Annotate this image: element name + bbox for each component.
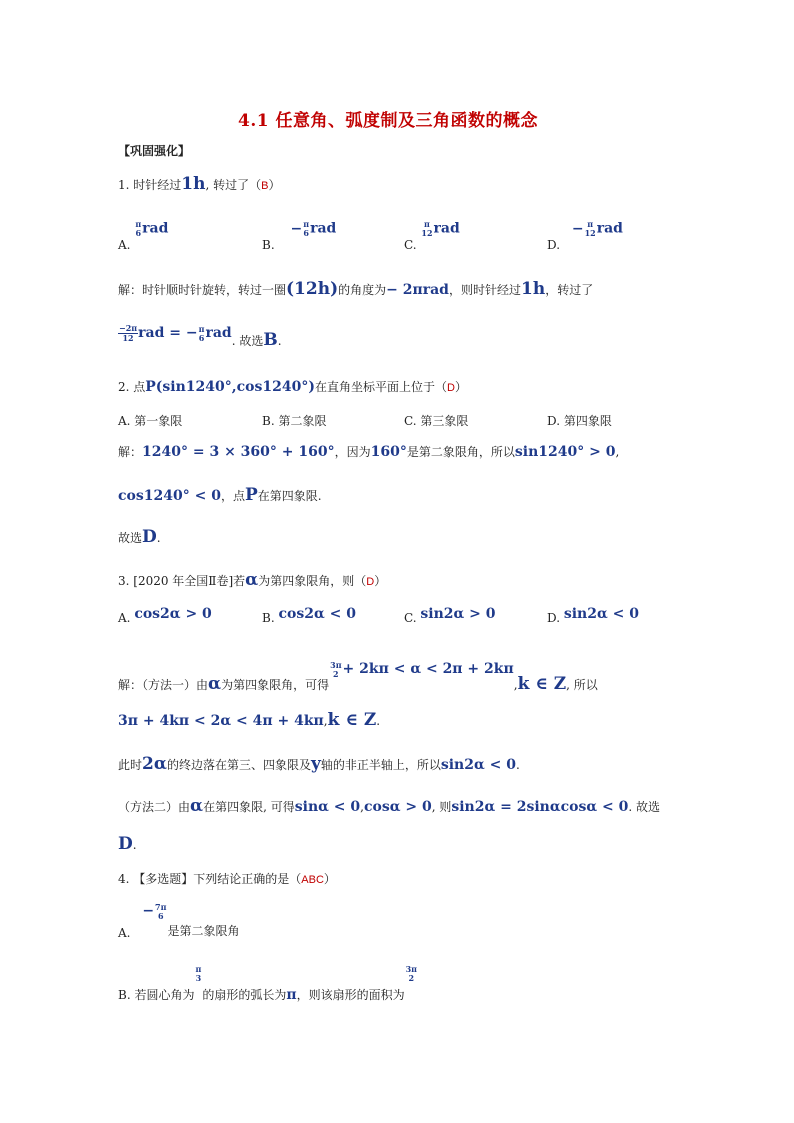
q4-option-a — [118, 901, 240, 940]
q2-sol3-period: . — [156, 531, 161, 545]
q2-stem-text-2: 在直角坐标平面上位于（ — [314, 380, 447, 394]
q4-option-b-text: B. 若圆心角为 — [118, 988, 195, 1002]
q3-sol4-text: （方法二）由 — [118, 800, 191, 814]
q2-solution-line-2 — [118, 485, 322, 505]
q2-sol2-text: ，点 — [220, 489, 245, 503]
q3-solution-line-3 — [118, 754, 520, 774]
q1-option-d-sign: − — [571, 220, 584, 237]
q3-sol3-text: 此时 — [118, 758, 143, 772]
q3-sol3-text-2: 的终边落在第三、四象限及 — [166, 758, 311, 772]
q4-option-b-text-2: 的扇形的弧长为 — [202, 988, 287, 1002]
q1-option-d — [547, 219, 623, 252]
q3-sol-math-1: α — [208, 674, 222, 694]
q3-sol4-math-1: α — [190, 796, 204, 816]
q4-option-a-label: A. — [118, 926, 131, 940]
q1-option-b-unit: rad — [310, 220, 337, 237]
q3-answer: D — [366, 576, 375, 588]
q2-sol3-answer: D — [142, 527, 157, 547]
q1-sol-choose-text: . 故选 — [231, 334, 264, 348]
q2-solution-line-3 — [118, 527, 161, 547]
q1-option-a-unit: rad — [142, 220, 169, 237]
q1-option-c-fraction: π 12 — [421, 219, 433, 238]
q3-sol4-math-4: sin2α = 2sinαcosα < 0 — [451, 799, 629, 815]
q1-sol-unit: rad — [205, 325, 232, 341]
q1-sol-math-3: 1h — [521, 279, 546, 299]
q3-solution-line-5 — [118, 834, 137, 854]
q1-sol-text: 解：时针顺时针旋转，转过一圈 — [118, 283, 287, 297]
q1-option-b-sign: − — [290, 220, 303, 237]
section-heading: 【巩固强化】 — [118, 144, 191, 158]
q1-sol-text-3: ，则时针经过 — [448, 283, 521, 297]
q2-sol2-math-2: P — [244, 485, 258, 505]
q4-option-b-text-3: ，则该扇形的面积为 — [296, 988, 405, 1002]
page-title: 4.1 任意角、弧度制及三角函数的概念 — [238, 111, 538, 131]
q1-sol-math-2: − 2πrad — [386, 282, 449, 298]
q3-solution-line-4 — [118, 796, 660, 816]
q3-option-b-math: cos2α < 0 — [278, 606, 356, 622]
q1-option-c-unit: rad — [433, 220, 460, 237]
q4-option-a-sign: − — [142, 903, 155, 919]
q3-sol-math-3: k ∈ Z — [517, 674, 567, 694]
q3-sol2-comma: , — [323, 714, 328, 728]
q3-option-a-math: cos2α > 0 — [134, 606, 212, 622]
q4-option-b-math: π — [286, 987, 297, 1003]
q1-option-b-label: B. — [262, 237, 275, 252]
q1-stem-close: ） — [268, 178, 281, 192]
q1-sol-text-2: 的角度为 — [338, 283, 387, 297]
q4-option-b — [118, 963, 418, 1003]
q3-sol2-math-1: 3π + 4kπ < 2α < 4π + 4kπ — [118, 713, 324, 729]
q3-option-c-math: sin2α > 0 — [420, 606, 496, 622]
q1-option-c — [404, 219, 460, 252]
q3-sol2-period: . — [376, 714, 381, 728]
q1-stem-math: 1h — [181, 174, 206, 194]
q2-sol2-text-2: 在第四象限. — [257, 489, 322, 503]
q3-option-d-math: sin2α < 0 — [563, 606, 639, 622]
q3-sol3-period: . — [515, 758, 520, 772]
q3-sol3-math-1: 2α — [142, 754, 167, 774]
q2-option-b: B. 第二象限 — [262, 414, 327, 428]
q2-answer: D — [446, 382, 455, 394]
q1-option-d-unit: rad — [596, 220, 623, 237]
q1-option-a-fraction: π 6 — [135, 219, 142, 238]
q1-sol-math-mid: rad = − — [138, 325, 198, 341]
question-3-stem — [118, 570, 386, 590]
q2-option-d: D. 第四象限 — [547, 414, 612, 428]
q3-sol-text: 解：（方法一）由 — [118, 678, 209, 692]
q3-sol4-math-3: cosα > 0 — [363, 799, 432, 815]
q2-sol-text-2: ，因为 — [334, 445, 371, 459]
q1-option-b — [262, 219, 337, 252]
q3-option-b-label: B. — [262, 611, 275, 625]
q1-option-d-label: D. — [547, 237, 561, 252]
q3-option-a — [118, 606, 212, 625]
q1-answer: B — [261, 180, 269, 192]
q1-option-a — [118, 219, 169, 252]
q1-sol-answer: B — [263, 330, 278, 350]
q1-stem-text-2: , 转过了（ — [205, 178, 262, 192]
q3-option-d — [547, 606, 639, 625]
q2-sol-math-2: 160° — [370, 444, 407, 460]
q3-stem-math: α — [245, 570, 259, 590]
q3-sol-text-3: , 所以 — [566, 678, 598, 692]
q1-sol-period: . — [277, 334, 282, 348]
question-2-stem — [118, 378, 467, 395]
q3-sol4-comma: , — [360, 800, 364, 814]
q4-stem-text: 4. 【多选题】下列结论正确的是（ — [118, 872, 302, 886]
q1-option-c-label: C. — [404, 237, 417, 252]
q3-sol4-math-2: sinα < 0 — [294, 799, 361, 815]
q3-sol3-text-3: 轴的非正半轴上，所以 — [320, 758, 441, 772]
q2-option-c: C. 第三象限 — [404, 414, 469, 428]
q1-option-d-fraction: π 12 — [584, 219, 596, 238]
q3-solution-line-1 — [118, 658, 598, 694]
q3-sol2-math-2: k ∈ Z — [327, 710, 377, 730]
q4-answer: ABC — [301, 874, 324, 886]
q3-stem-text: 3. [2020 年全国Ⅱ卷]若 — [118, 574, 246, 588]
q2-sol3-text: 故选 — [118, 531, 143, 545]
q2-solution-line-1 — [118, 443, 619, 460]
q3-stem-close: ） — [374, 574, 387, 588]
q3-solution-line-2 — [118, 710, 380, 730]
q3-sol5-answer: D — [118, 834, 133, 854]
q2-stem-close: ） — [454, 380, 467, 394]
q1-sol-fraction-1: $\frac{-2\pi}{12}$ — [119, 323, 138, 343]
q1-solution-line-1 — [118, 279, 593, 299]
q2-sol-text: 解： — [118, 445, 143, 459]
question-4-stem — [118, 870, 336, 887]
q2-sol-math-1: 1240° = 3 × 360° + 160° — [142, 444, 335, 460]
q2-sol2-math-1: cos1240° < 0 — [118, 488, 221, 504]
q2-stem-text: 2. 点 — [118, 380, 146, 394]
q3-option-b — [262, 606, 356, 625]
q4-option-b-fraction-2: 3π 2 — [405, 963, 418, 983]
q3-sol4-text-2: 在第四象限, 可得 — [203, 800, 295, 814]
q3-sol3-math-2: y — [310, 754, 321, 774]
q3-option-c — [404, 606, 496, 625]
q2-option-a: A. 第一象限 — [118, 414, 183, 428]
q3-option-c-label: C. — [404, 611, 417, 625]
q3-option-d-label: D. — [547, 611, 561, 625]
q1-sol-fraction-2: π 6 — [198, 323, 205, 343]
q2-sol-math-3: sin1240° > 0 — [514, 444, 616, 460]
q3-sol-text-2: 为第四象限角，可得 — [221, 678, 330, 692]
q3-sol5-period: . — [132, 838, 137, 852]
q3-sol-fraction: 3π 2 — [330, 659, 342, 679]
q2-stem-math: P(sin1240°,cos1240°) — [145, 379, 315, 395]
question-1-stem — [118, 174, 280, 194]
q3-sol-math-2: + 2kπ < α < 2π + 2kπ — [342, 661, 514, 677]
q4-option-b-fraction-1: π 3 — [195, 963, 202, 983]
q4-stem-close: ） — [323, 872, 336, 886]
q3-stem-text-2: 为第四象限角，则（ — [258, 574, 367, 588]
q4-option-a-text: 是第二象限角 — [167, 924, 240, 938]
q3-sol4-text-4: . 故选 — [628, 800, 660, 814]
q1-sol-math-1: (12h) — [286, 279, 339, 299]
q3-sol4-text-3: , 则 — [431, 800, 452, 814]
q3-sol3-math-3: sin2α < 0 — [440, 757, 516, 773]
q1-option-a-label: A. — [118, 237, 131, 252]
q1-option-b-fraction: π 6 — [303, 219, 310, 238]
q3-sol-comma: , — [513, 678, 518, 692]
q3-option-a-label: A. — [118, 611, 131, 625]
q1-sol-text-4: ，转过了 — [545, 283, 594, 297]
q1-stem-text: 1. 时针经过 — [118, 178, 182, 192]
q1-solution-line-2 — [118, 322, 282, 350]
q4-option-a-fraction: 7π 6 — [155, 901, 167, 921]
q2-sol-text-3: 是第二象限角，所以 — [406, 445, 515, 459]
q2-sol-text-4: , — [615, 445, 620, 459]
